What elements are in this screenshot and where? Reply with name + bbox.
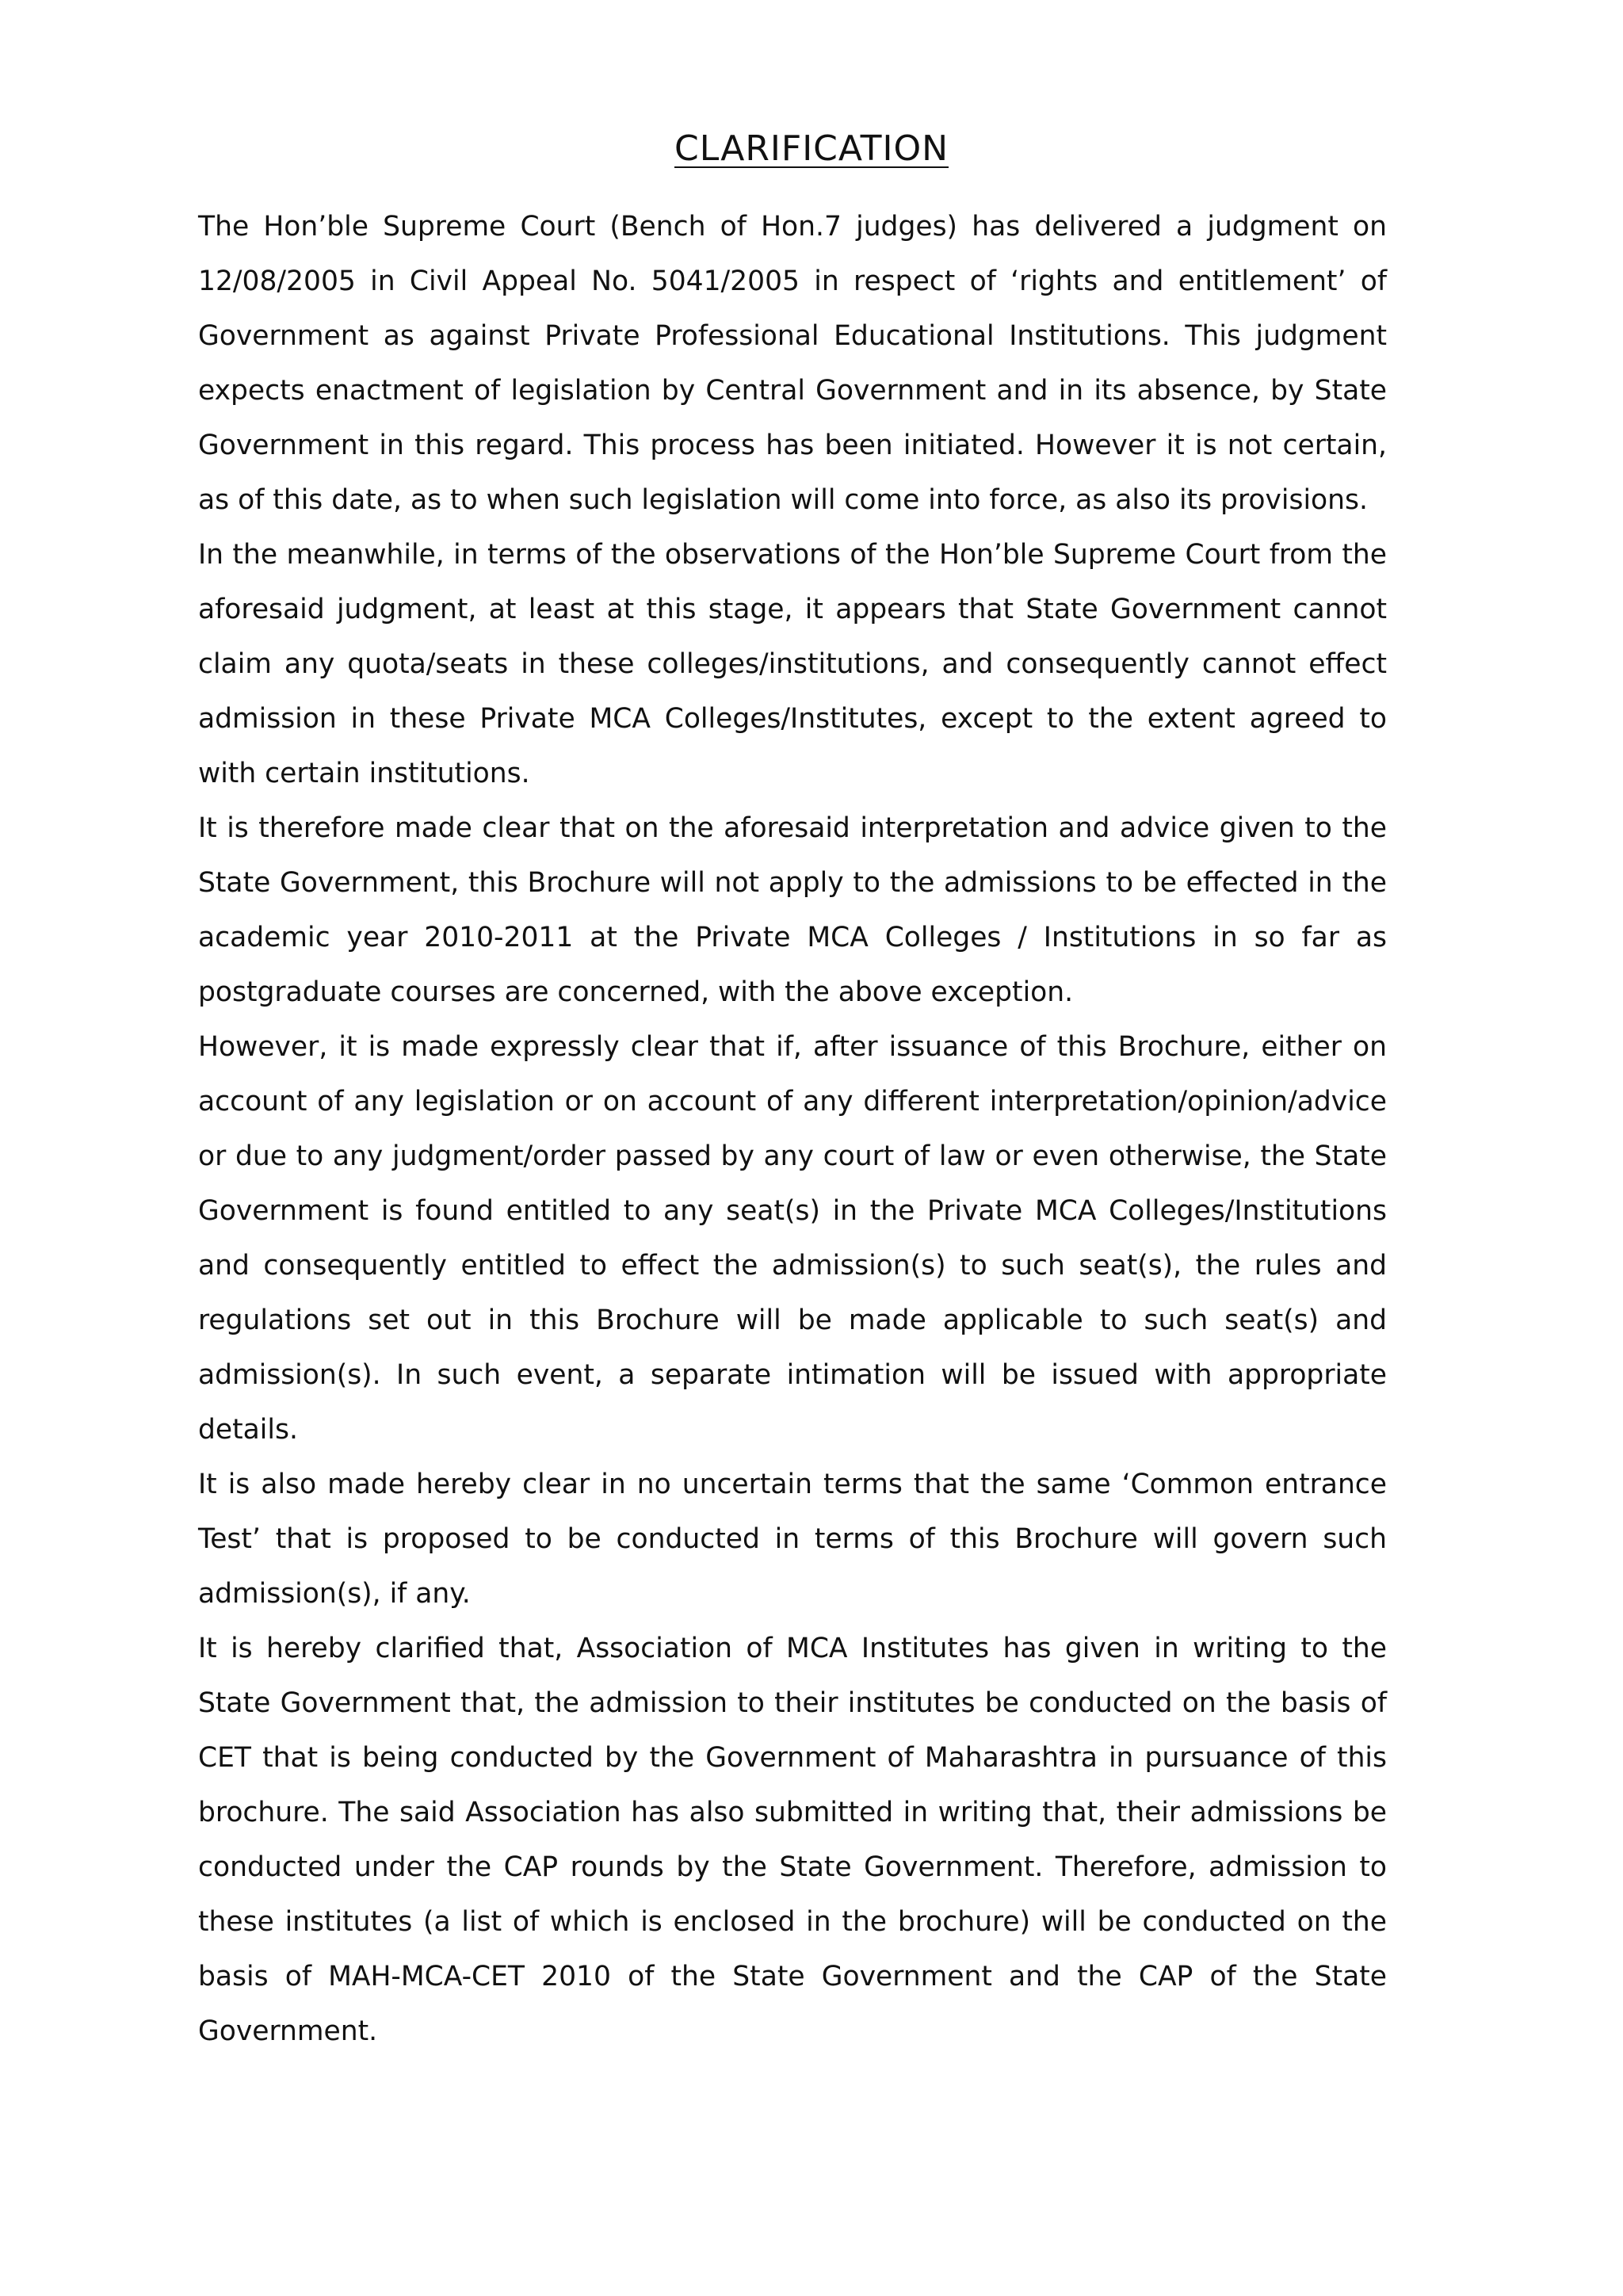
paragraph-brochure-scope: It is therefore made clear that on the aforesaid interpretation and advice given to the State Government, this Brochure will not apply to the admissions to be effected in the academic year 2010-2011 at the Private MCA Colleges / Institutions in so far as postgraduate courses are concerned, with the above exception. [198, 812, 1387, 1008]
paragraph-judgment: The Hon’ble Supreme Court (Bench of Hon.7 judges) has delivered a judgment on 12/08/2005 in Civil Appeal No. 5041/2005 in respect of ‘rights and entitlement’ of Government as against Private Professional Educational Institutions. This judgment expects enactment of legislation by Central Government and in its absence, by State Government in this regard. This process has been initiated. However it is not certain, as of this date, as to when such legislation will come into force, as also its provisions. [198, 211, 1387, 516]
paragraph-common-entrance-test: It is also made hereby clear in no uncertain terms that the same ‘Common entrance Test’ that is proposed to be conducted in terms of this Brochure will govern such admission(s), if any. [198, 1469, 1387, 1610]
paragraph-applicability: However, it is made expressly clear that if, after issuance of this Brochure, either on account of any legislation or on account of any different interpretation/opinion/advice or due to any judgment/order passed by any court of law or even otherwise, the State Government is found entitled to any seat(s) in the Private MCA Colleges/Institutions and consequently entitled to effect the admission(s) to such seat(s), the rules and regulations set out in this Brochure will be made applicable to such seat(s) and admission(s). In such event, a separate intimation will be issued with appropriate details. [198, 1031, 1387, 1446]
paragraph-meanwhile: In the meanwhile, in terms of the observations of the Hon’ble Supreme Court from the aforesaid judgment, at least at this stage, it appears that State Government cannot claim any quota/seats in these colleges/institutions, and consequently cannot effect admission in these Private MCA Colleges/Institutes, except to the extent agreed to with certain institutions. [198, 539, 1387, 789]
document-body [198, 200, 1387, 2059]
page-title: CLARIFICATION [674, 128, 949, 169]
paragraph-association-clarification: It is hereby clarified that, Association of MCA Institutes has given in writing to the State Government that, the admission to their institutes be conducted on the basis of CET that is being conducted by the Government of Maharashtra in pursuance of this brochure. The said Association has also submitted in writing that, their admissions be conducted under the CAP rounds by the State Government. Therefore, admission to these institutes (a list of which is enclosed in the brochure) will be conducted on the basis of MAH-MCA-CET 2010 of the State Government and the CAP of the State Government. [198, 1633, 1387, 2047]
